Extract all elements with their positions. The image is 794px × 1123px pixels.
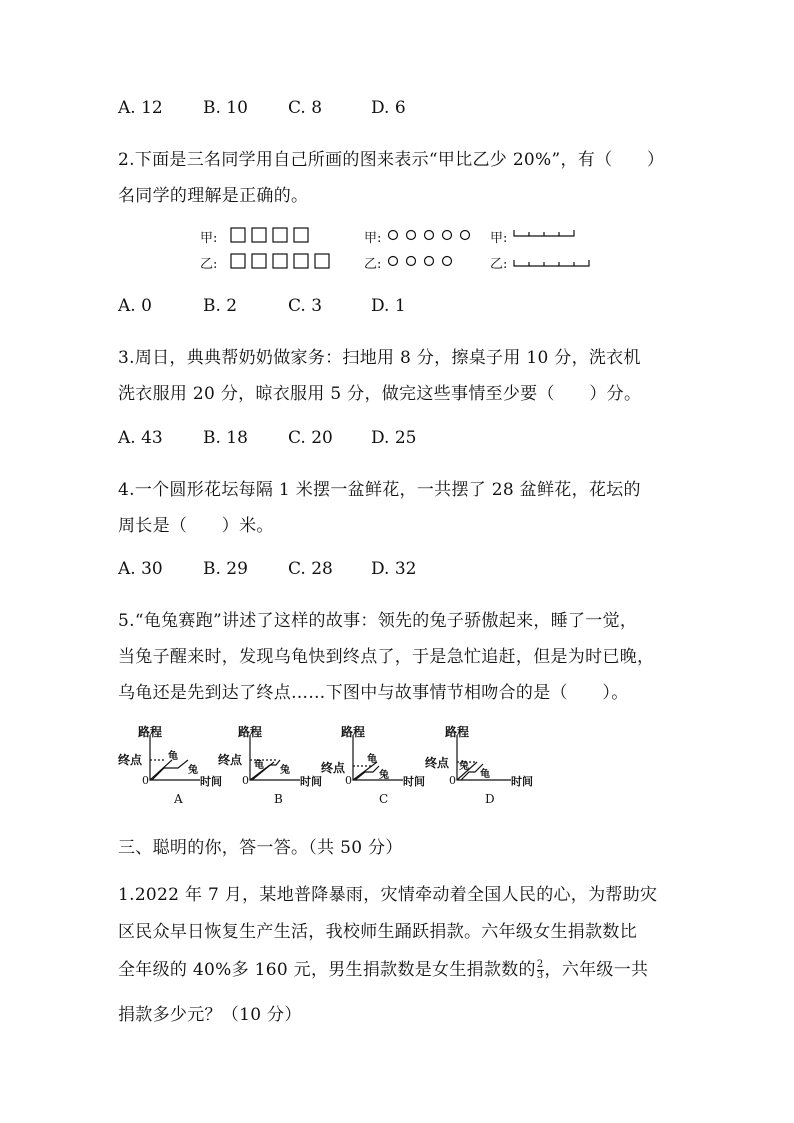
circle [389,231,398,240]
graph-y-label: 路程 [341,725,366,739]
q3-option-a: A. 43 [118,428,163,448]
graph-y-label: 路程 [138,725,163,739]
graph-end-label: 终点 [321,761,346,775]
graph-y-label: 路程 [238,725,263,739]
q1-option-a: A. 12 [118,98,163,118]
q2-option-a: A. 0 [118,296,152,316]
q4-option-a: A. 30 [118,559,163,579]
graph-x-label: 时间 [300,775,322,788]
graph-end-label: 终点 [218,753,243,767]
q3-text-line1: 3.周日，典典帮奶奶做家务：扫地用 8 分，擦桌子用 10 分，洗衣机 [118,348,641,368]
q2-option-d: D. 1 [371,296,406,316]
graph-a-label: A [174,792,183,806]
q2-fig2-jia-label: 甲: [364,231,382,246]
graph-x-label: 时间 [200,775,222,788]
q3-option-b: B. 18 [203,428,248,448]
q3-option-c: C. 20 [288,428,333,448]
graph-origin: 0 [345,774,352,787]
graph-end-label: 终点 [425,756,450,770]
section3-p1-line3 [118,955,648,981]
square [294,228,308,242]
q2-text-line1: 2.下面是三名同学用自己所画的图来表示“甲比乙少 20%”，有（ ） [118,150,665,170]
q5-text-line2: 当兔子醒来时，发现乌龟快到终点了，于是急忙追赶，但是为时已晚， [118,647,655,667]
circle [425,257,434,266]
graph-x-label: 时间 [403,775,425,788]
q2-fig1-jia-label: 甲: [200,231,218,246]
rabbit-label: 兔 [459,761,469,772]
graph-y-label: 路程 [445,725,470,739]
rabbit-label: 兔 [188,765,198,776]
segment-bar [514,230,574,236]
graph-b [218,720,328,810]
square [273,228,287,242]
q5-text-line3: 乌龟还是先到达了终点……下图中与故事情节相吻合的是（ ）。 [118,683,629,703]
q3-text-line2: 洗衣服用 20 分，晾衣服用 5 分，做完这些事情至少要（ ）分。 [118,384,642,404]
q2-text-line2: 名同学的理解是正确的。 [118,186,309,206]
segment-bar [514,260,589,266]
graph-d-axes [425,720,545,790]
graph-c [321,720,431,810]
circle [443,257,452,266]
graph-a [118,720,223,810]
graph-end-label: 终点 [118,753,143,767]
section3-p1-line1: 1.2022 年 7 月，某地普降暴雨，灾情牵动着全国人民的心，为帮助灾 [118,885,658,905]
fraction [537,960,544,981]
graph-origin: 0 [142,774,149,787]
q2-fig3-jia-label: 甲: [490,231,508,246]
q5-text-line1: 5.“龟兔赛跑”讲述了这样的故事：领先的兔子骄傲起来，睡了一觉， [118,611,638,631]
q4-text-line2: 周长是（ ）米。 [118,516,274,536]
turtle-label: 龟 [480,769,490,780]
q2-option-b: B. 2 [203,296,238,316]
graph-d [425,720,545,810]
q5-graphs [118,720,548,810]
graph-c-axes [321,720,431,790]
q1-option-c: C. 8 [288,98,323,118]
q4-text-line1: 4.一个圆形花坛每隔 1 米摆一盆鲜花，一共摆了 28 盆鲜花，花坛的 [118,480,641,500]
graph-a-axes [118,720,223,790]
square [273,254,287,268]
square [252,254,266,268]
q3-option-d: D. 25 [371,428,417,448]
graph-b-label: B [274,792,283,806]
graph-b-axes [218,720,328,790]
section3-p1-line3a: 全年级的 40%多 160 元，男生捐款数是女生捐款数的 [118,960,536,980]
q2-figure [200,222,600,272]
square [315,254,329,268]
circle [443,231,452,240]
graph-x-label: 时间 [511,775,533,788]
fraction-denominator: 3 [536,970,544,981]
square [294,254,308,268]
q4-option-d: D. 32 [371,559,417,579]
graph-d-label: D [485,792,495,806]
square [231,254,245,268]
square [231,228,245,242]
section3-p1-line2: 区民众早日恢复生产生活，我校师生踊跃捐款。六年级女生捐款数比 [118,922,637,942]
graph-origin: 0 [242,774,249,787]
section3-title: 三、聪明的你，答一答。（共 50 分） [118,838,403,858]
section3-p1-line4: 捐款多少元？（10 分） [118,1005,302,1025]
circle [407,257,416,266]
rabbit-label: 兔 [379,770,389,781]
q2-fig2-yi-label: 乙: [364,257,382,272]
rabbit-label: 兔 [280,765,290,776]
square [252,228,266,242]
circle [407,231,416,240]
graph-origin: 0 [449,774,456,787]
section3-p1-line3b: ，六年级一共 [544,960,649,980]
turtle-label: 龟 [168,751,178,762]
turtle-label: 龟 [367,754,377,765]
circle [389,257,398,266]
q2-fig3-yi-label: 乙: [490,257,508,272]
q4-option-c: C. 28 [288,559,333,579]
circle [425,231,434,240]
q2-diagrams [200,222,600,272]
q2-option-c: C. 3 [288,296,323,316]
q1-option-b: B. 10 [203,98,248,118]
circle [461,231,470,240]
q1-option-d: D. 6 [371,98,406,118]
q2-fig1-yi-label: 乙: [200,257,218,272]
turtle-label: 龟 [254,760,264,771]
q4-option-b: B. 29 [203,559,248,579]
graph-c-label: C [379,792,389,806]
fraction-numerator: 2 [536,959,544,970]
